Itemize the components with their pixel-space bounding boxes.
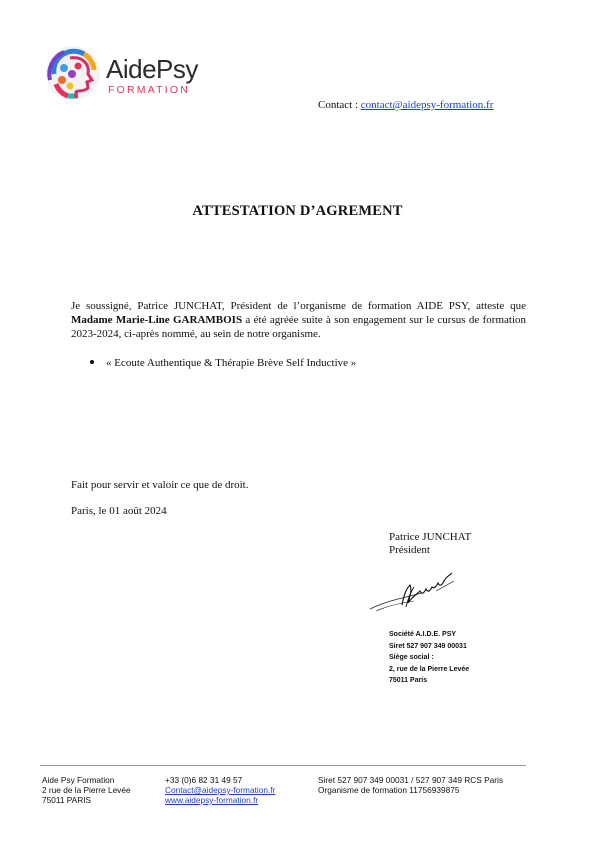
contact-label: Contact :	[318, 99, 361, 111]
course-list-item	[90, 357, 356, 369]
logo-name: AidePsy	[106, 54, 198, 84]
place-date: Paris, le 01 août 2024	[71, 505, 167, 517]
footer-phone: +33 (0)6 82 31 49 57	[165, 775, 243, 785]
footer-line: 75011 PARIS	[42, 795, 92, 805]
signer-role: Président	[389, 544, 430, 556]
footer-line: Siret 527 907 349 00031 / 527 907 349 RCS Paris	[318, 775, 503, 785]
signer-block	[389, 531, 471, 557]
logo-subtitle: FORMATION	[108, 84, 191, 96]
footer-divider	[40, 765, 526, 766]
signer-name: Patrice JUNCHAT	[389, 531, 472, 543]
beneficiary-name: Madame Marie-Line GARAMBOIS	[71, 314, 243, 326]
aidepsy-logo	[44, 44, 214, 104]
closing-statement: Fait pour servir et valoir ce que de droit.	[71, 479, 249, 491]
footer-line: Organisme de formation 11756939875	[318, 785, 460, 795]
company-line: 75011 Paris	[389, 677, 428, 685]
head-profile-logo-icon	[44, 44, 102, 102]
course-name: « Ecoute Authentique & Thérapie Brève Self Inductive »	[106, 357, 357, 369]
footer-contacts	[165, 775, 275, 805]
body-text-start: Je soussigné, Patrice JUNCHAT, Président de l’organisme de formation AIDE PSY, atteste que	[71, 300, 526, 312]
attestation-body	[71, 299, 526, 341]
company-line: Siret 527 907 349 00031	[389, 642, 467, 650]
company-line: Siège social :	[389, 654, 434, 662]
footer-address	[42, 775, 131, 805]
bullet-icon	[90, 360, 94, 364]
document-title: ATTESTATION D’AGREMENT	[192, 203, 403, 219]
company-stamp	[389, 629, 469, 687]
header-contact	[318, 99, 493, 111]
body-text-end: a été agréée suite à son engagement sur le cursus de formation 2023-2024, ci-après nommé, au sein de notre organisme.	[71, 314, 526, 340]
handwritten-signature	[366, 567, 466, 615]
contact-email-link[interactable]: contact@aidepsy-formation.fr	[360, 99, 494, 111]
footer-legal	[318, 775, 503, 795]
footer-line: 2 rue de la Pierre Levée	[42, 785, 131, 795]
footer-email-link[interactable]: Contact@aidepsy-formation.fr	[165, 785, 276, 795]
footer-website-link[interactable]: www.aidepsy-formation.fr	[165, 795, 259, 805]
company-line: 2, rue de la Pierre Levée	[389, 665, 470, 673]
company-line: Société A.I.D.E. PSY	[389, 631, 457, 638]
footer-line: Aide Psy Formation	[42, 775, 115, 785]
